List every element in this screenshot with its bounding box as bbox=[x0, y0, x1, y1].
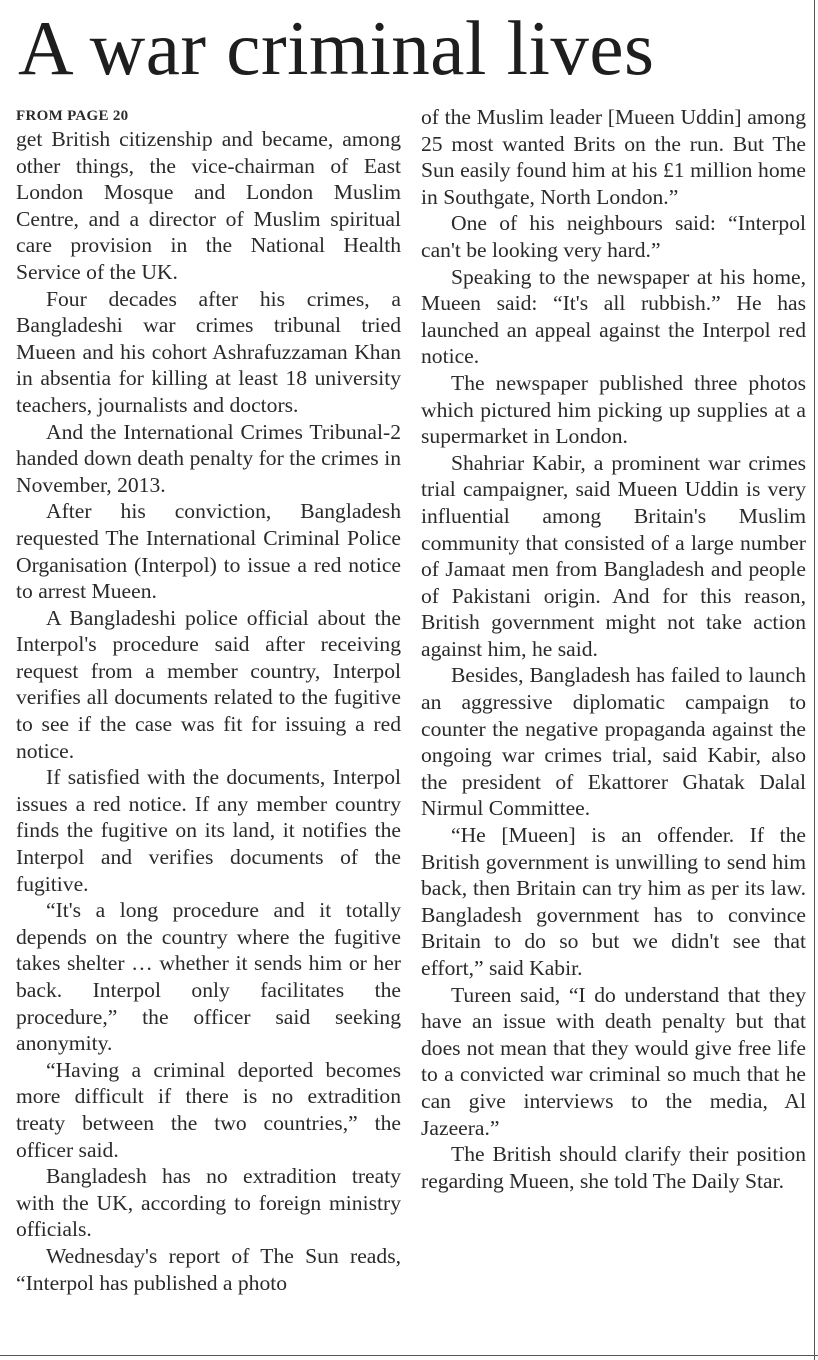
paragraph: Bangladesh has no extradition treaty with the UK, according to foreign ministry officials. bbox=[16, 1164, 401, 1242]
article-column-right bbox=[421, 104, 806, 1194]
article-column-left bbox=[16, 104, 401, 1296]
paragraph: of the Muslim leader [Mueen Uddin] among 25 most wanted Brits on the run. But The Sun easily found him at his £1 million home in Southgate, North London.” bbox=[421, 105, 806, 209]
paragraph: And the International Crimes Tribunal-2 handed down death penalty for the crimes in November, 2013. bbox=[16, 419, 401, 497]
headline: A war criminal lives bbox=[18, 5, 655, 91]
paragraph: The British should clarify their position regarding Mueen, she told The Daily Star. bbox=[421, 1142, 806, 1193]
paragraph: “Having a criminal deported becomes more difficult if there is no extradition treaty between the two countries,” the officer said. bbox=[16, 1057, 401, 1162]
continued-from-label: FROM PAGE 20 bbox=[16, 108, 129, 124]
paragraph: Besides, Bangladesh has failed to launch an aggressive diplomatic campaign to counter the negative propaganda against the ongoing war crimes trial, said Kabir, also the president of Ekattorer Ghatak Dalal Nirmul Committee. bbox=[421, 663, 806, 821]
paragraph: Wednesday's report of The Sun reads, “Interpol has published a photo bbox=[16, 1243, 401, 1295]
paragraph: Four decades after his crimes, a Bangladeshi war crimes tribunal tried Mueen and his cohort Ashrafuzzaman Khan in absentia for killing at least 18 university teachers, journalists and doctors. bbox=[16, 286, 401, 417]
paragraph: Tureen said, “I do understand that they have an issue with death penalty but that does not mean that they would give free life to a convicted war criminal so much that he can give interviews to the media, Al Jazeera.” bbox=[421, 982, 806, 1140]
paragraph: Shahriar Kabir, a prominent war crimes trial campaigner, said Mueen Uddin is very influential among Britain's Muslim community that consisted of a large number of Jamaat men from Bangladesh and people of Pakistani origin. And for this reason, British government might not take action against him, he said. bbox=[421, 450, 806, 661]
paragraph: “It's a long procedure and it totally depends on the country where the fugitive takes shelter … whether it sends him or her back. Interpol only facilitates the procedure,” the officer said seeking anonymity. bbox=[16, 898, 401, 1056]
paragraph: If satisfied with the documents, Interpol issues a red notice. If any member country finds the fugitive on its land, it notifies the Interpol and verifies documents of the fugitive. bbox=[16, 765, 401, 896]
bottom-border-rule bbox=[0, 1355, 818, 1356]
paragraph: Speaking to the newspaper at his home, Mueen said: “It's all rubbish.” He has launched an appeal against the Interpol red notice. bbox=[421, 264, 806, 369]
paragraph: “He [Mueen] is an offender. If the British government is unwilling to send him back, then Britain can try him as per its law. Bangladesh government has to convince Britain to do so but we didn't see that effort,” said Kabir. bbox=[421, 823, 806, 980]
paragraph: get British citizenship and became, among other things, the vice-chairman of East London Mosque and London Muslim Centre, and a director of Muslim spiritual care provision in the National Health Service of the UK. bbox=[16, 127, 401, 284]
paragraph: The newspaper published three photos which pictured him picking up supplies at a supermarket in London. bbox=[421, 370, 806, 449]
paragraph: One of his neighbours said: “Interpol can't be looking very hard.” bbox=[421, 211, 806, 262]
paragraph: After his conviction, Bangladesh requested The International Criminal Police Organisation (Interpol) to issue a red notice to arrest Mueen. bbox=[16, 499, 401, 604]
right-border-rule bbox=[814, 0, 815, 1360]
paragraph: A Bangladeshi police official about the Interpol's procedure said after receiving request from a member country, Interpol verifies all documents related to the fugitive to see if the case was fit for issuing a red notice. bbox=[16, 605, 401, 763]
